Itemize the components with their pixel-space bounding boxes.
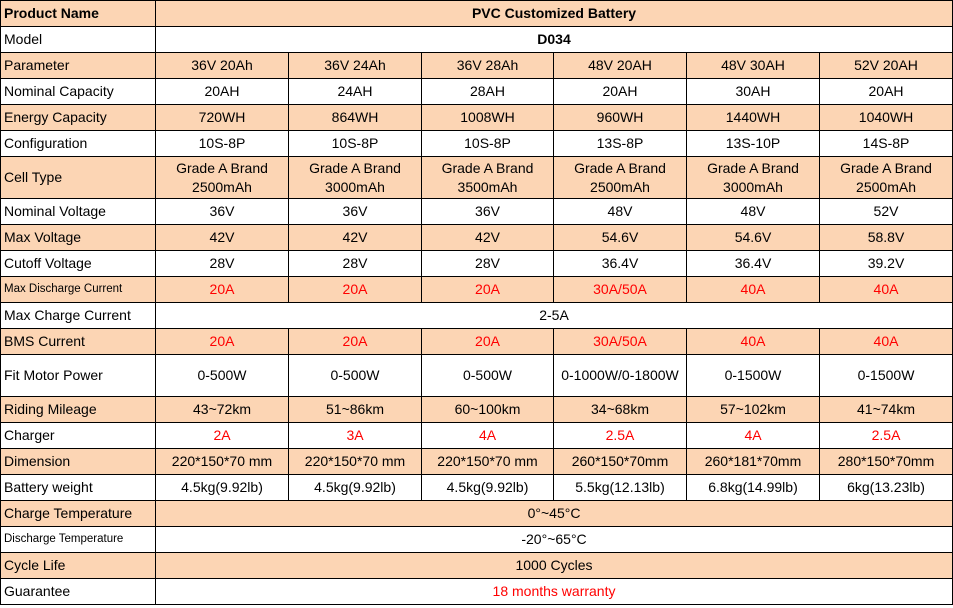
row-cutoff-voltage (1, 251, 953, 277)
row-label: Max Charge Current (1, 303, 156, 329)
cell-bms-current: 20A (289, 329, 422, 355)
row-charger (1, 423, 953, 449)
cell-nominal-capacity: 28AH (422, 79, 554, 105)
cell-cutoff-voltage: 36.4V (554, 251, 687, 277)
cell-fit-motor-power: 0-1000W/0-1800W (554, 355, 687, 397)
cell-battery-weight: 4.5kg(9.92lb) (289, 475, 422, 501)
cell-fit-motor-power: 0-1500W (687, 355, 820, 397)
row-guarantee (1, 579, 953, 605)
cell-parameter: 52V 20AH (820, 53, 953, 79)
row-fit-motor-power (1, 355, 953, 397)
cell-nominal-capacity: 30AH (687, 79, 820, 105)
cell-battery-weight: 5.5kg(12.13lb) (554, 475, 687, 501)
cell-nominal-capacity: 20AH (820, 79, 953, 105)
cell-cutoff-voltage: 39.2V (820, 251, 953, 277)
cell-max-voltage: 42V (156, 225, 289, 251)
row-label: Cycle Life (1, 553, 156, 579)
cell-dimension: 220*150*70 mm (156, 449, 289, 475)
cell-configuration: 10S-8P (289, 131, 422, 157)
row-cell-type (1, 157, 953, 199)
cell-dimension: 220*150*70 mm (422, 449, 554, 475)
cell-nominal-voltage: 36V (289, 199, 422, 225)
cell-max-voltage: 42V (289, 225, 422, 251)
cell-nominal-voltage: 48V (554, 199, 687, 225)
cell-battery-weight: 4.5kg(9.92lb) (422, 475, 554, 501)
cell-charge-temperature: 0°~45°C (156, 501, 953, 527)
cell-dimension: 220*150*70 mm (289, 449, 422, 475)
row-label: Cutoff Voltage (1, 251, 156, 277)
row-label: Max Voltage (1, 225, 156, 251)
cell-bms-current: 30A/50A (554, 329, 687, 355)
cell-cutoff-voltage: 28V (156, 251, 289, 277)
cell-max-discharge-current: 20A (289, 277, 422, 303)
model-label: Model (1, 27, 156, 53)
cell-configuration: 13S-10P (687, 131, 820, 157)
row-charge-temperature (1, 501, 953, 527)
cell-nominal-voltage: 52V (820, 199, 953, 225)
row-bms-current (1, 329, 953, 355)
cell-charger: 4A (422, 423, 554, 449)
cell-dimension: 260*150*70mm (554, 449, 687, 475)
row-label: Nominal Voltage (1, 199, 156, 225)
row-energy-capacity (1, 105, 953, 131)
cell-cell-type: Grade A Brand 3500mAh (422, 157, 554, 199)
cell-energy-capacity: 1040WH (820, 105, 953, 131)
cell-battery-weight: 6.8kg(14.99lb) (687, 475, 820, 501)
cell-cutoff-voltage: 28V (289, 251, 422, 277)
header-row (1, 1, 953, 27)
cell-cutoff-voltage: 28V (422, 251, 554, 277)
cell-battery-weight: 6kg(13.23lb) (820, 475, 953, 501)
cell-configuration: 10S-8P (156, 131, 289, 157)
cell-charger: 4A (687, 423, 820, 449)
cell-cell-type: Grade A Brand 3000mAh (687, 157, 820, 199)
cell-nominal-capacity: 24AH (289, 79, 422, 105)
cell-riding-mileage: 41~74km (820, 397, 953, 423)
row-discharge-temperature (1, 527, 953, 553)
cell-bms-current: 20A (156, 329, 289, 355)
model-row (1, 27, 953, 53)
cell-parameter: 36V 24Ah (289, 53, 422, 79)
cell-parameter: 36V 28Ah (422, 53, 554, 79)
cell-fit-motor-power: 0-500W (289, 355, 422, 397)
row-cycle-life (1, 553, 953, 579)
cell-max-discharge-current: 40A (820, 277, 953, 303)
cell-nominal-capacity: 20AH (156, 79, 289, 105)
cell-max-voltage: 54.6V (687, 225, 820, 251)
model-value: D034 (156, 27, 953, 53)
cell-nominal-voltage: 48V (687, 199, 820, 225)
cell-cycle-life: 1000 Cycles (156, 553, 953, 579)
row-label: Cell Type (1, 157, 156, 199)
row-label: Discharge Temperature (1, 527, 156, 553)
cell-max-discharge-current: 30A/50A (554, 277, 687, 303)
cell-cell-type: Grade A Brand 2500mAh (156, 157, 289, 199)
cell-parameter: 36V 20Ah (156, 53, 289, 79)
row-label: Charger (1, 423, 156, 449)
cell-fit-motor-power: 0-500W (422, 355, 554, 397)
cell-nominal-voltage: 36V (422, 199, 554, 225)
cell-max-discharge-current: 20A (156, 277, 289, 303)
cell-energy-capacity: 1440WH (687, 105, 820, 131)
header-value: PVC Customized Battery (156, 1, 953, 27)
cell-discharge-temperature: -20°~65°C (156, 527, 953, 553)
row-label: Battery weight (1, 475, 156, 501)
cell-max-voltage: 42V (422, 225, 554, 251)
row-label: Fit Motor Power (1, 355, 156, 397)
cell-fit-motor-power: 0-1500W (820, 355, 953, 397)
cell-max-voltage: 58.8V (820, 225, 953, 251)
cell-parameter: 48V 20AH (554, 53, 687, 79)
cell-guarantee: 18 months warranty (156, 579, 953, 605)
cell-bms-current: 40A (820, 329, 953, 355)
header-label: Product Name (1, 1, 156, 27)
cell-nominal-capacity: 20AH (554, 79, 687, 105)
cell-fit-motor-power: 0-500W (156, 355, 289, 397)
cell-dimension: 280*150*70mm (820, 449, 953, 475)
row-label: Dimension (1, 449, 156, 475)
cell-battery-weight: 4.5kg(9.92lb) (156, 475, 289, 501)
row-label: Energy Capacity (1, 105, 156, 131)
cell-riding-mileage: 51~86km (289, 397, 422, 423)
cell-max-charge-current: 2-5A (156, 303, 953, 329)
cell-charger: 2A (156, 423, 289, 449)
cell-energy-capacity: 1008WH (422, 105, 554, 131)
cell-energy-capacity: 960WH (554, 105, 687, 131)
cell-configuration: 10S-8P (422, 131, 554, 157)
cell-cell-type: Grade A Brand 2500mAh (820, 157, 953, 199)
cell-riding-mileage: 43~72km (156, 397, 289, 423)
row-label: Parameter (1, 53, 156, 79)
cell-max-voltage: 54.6V (554, 225, 687, 251)
row-label: Nominal Capacity (1, 79, 156, 105)
row-max-charge-current (1, 303, 953, 329)
cell-riding-mileage: 34~68km (554, 397, 687, 423)
cell-nominal-voltage: 36V (156, 199, 289, 225)
cell-bms-current: 40A (687, 329, 820, 355)
cell-charger: 2.5A (820, 423, 953, 449)
row-label: Guarantee (1, 579, 156, 605)
row-nominal-voltage (1, 199, 953, 225)
cell-charger: 2.5A (554, 423, 687, 449)
row-max-voltage (1, 225, 953, 251)
cell-dimension: 260*181*70mm (687, 449, 820, 475)
row-configuration (1, 131, 953, 157)
row-riding-mileage (1, 397, 953, 423)
cell-riding-mileage: 60~100km (422, 397, 554, 423)
cell-max-discharge-current: 40A (687, 277, 820, 303)
cell-cell-type: Grade A Brand 2500mAh (554, 157, 687, 199)
row-label: Riding Mileage (1, 397, 156, 423)
cell-parameter: 48V 30AH (687, 53, 820, 79)
cell-cell-type: Grade A Brand 3000mAh (289, 157, 422, 199)
row-parameter (1, 53, 953, 79)
row-label: Charge Temperature (1, 501, 156, 527)
row-max-discharge-current (1, 277, 953, 303)
row-battery-weight (1, 475, 953, 501)
row-label: BMS Current (1, 329, 156, 355)
row-dimension (1, 449, 953, 475)
cell-configuration: 14S-8P (820, 131, 953, 157)
cell-bms-current: 20A (422, 329, 554, 355)
row-label: Configuration (1, 131, 156, 157)
cell-max-discharge-current: 20A (422, 277, 554, 303)
row-nominal-capacity (1, 79, 953, 105)
cell-riding-mileage: 57~102km (687, 397, 820, 423)
cell-charger: 3A (289, 423, 422, 449)
cell-configuration: 13S-8P (554, 131, 687, 157)
cell-energy-capacity: 864WH (289, 105, 422, 131)
cell-energy-capacity: 720WH (156, 105, 289, 131)
row-label: Max Discharge Current (1, 277, 156, 303)
cell-cutoff-voltage: 36.4V (687, 251, 820, 277)
